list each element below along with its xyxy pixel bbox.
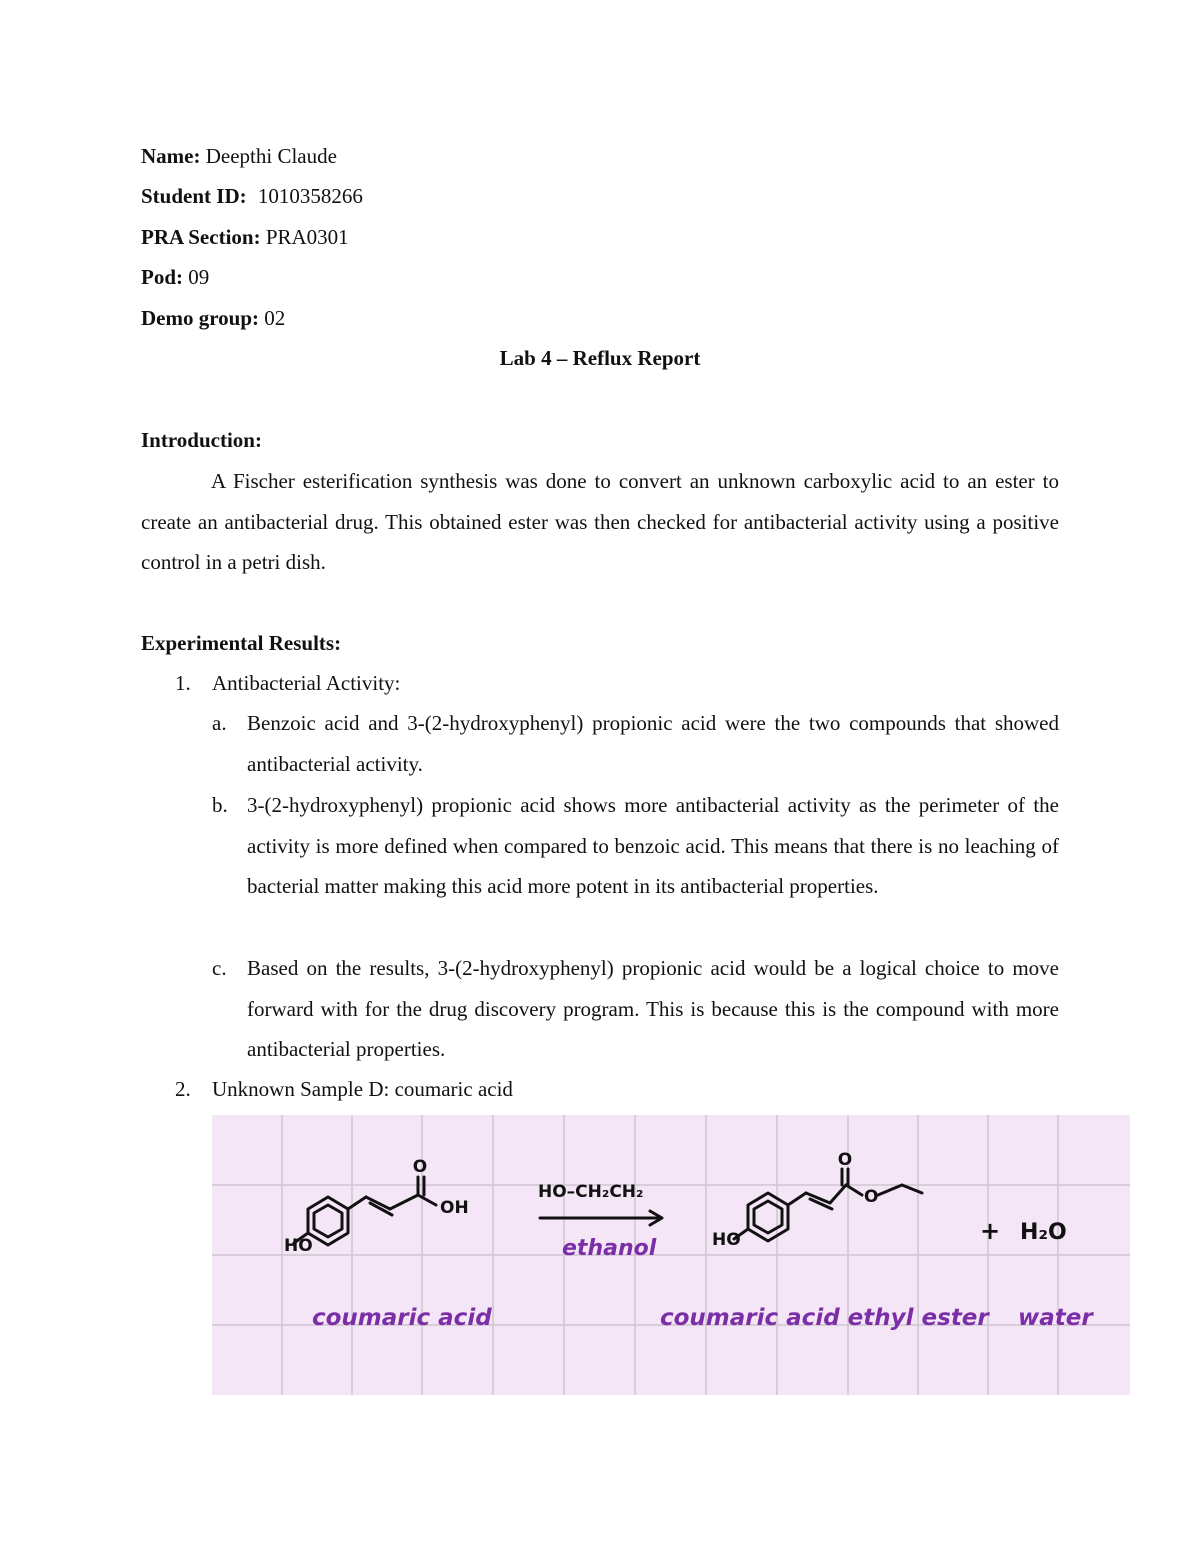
pra-section-label: PRA Section: (141, 225, 261, 249)
product-ester-o: O (864, 1187, 879, 1207)
pod-line (141, 263, 209, 291)
reagent-label: ethanol (562, 1236, 657, 1261)
reactant-ho-label: HO (284, 1236, 313, 1256)
product-ho-label: HO (712, 1230, 741, 1250)
name-line (141, 142, 337, 170)
list-item-number: 1. (175, 671, 191, 695)
sub-item-c-text: Based on the results, 3-(2-hydroxyphenyl) propionic acid would be a logical choice to move forward with for the drug discovery program. This is because this is the compound with more antibacterial properties. (247, 956, 1059, 1061)
introduction-paragraph (141, 461, 1059, 583)
plus-sign: + (980, 1217, 1001, 1245)
label-ethyl-ester: coumaric acid ethyl ester (660, 1305, 989, 1331)
pod-value: 09 (188, 265, 210, 289)
introduction-heading: Introduction: (141, 428, 262, 452)
pra-section-line (141, 223, 349, 251)
pod-label: Pod: (141, 265, 183, 289)
reactant-oh-label: OH (440, 1198, 469, 1218)
reagent-formula: HO–CH₂CH₂ (538, 1182, 644, 1202)
reactant-carbonyl-o: O (412, 1157, 428, 1177)
sub-item-letter: b. (212, 793, 228, 817)
pra-section-value: PRA0301 (265, 225, 349, 249)
sub-item-letter: c. (212, 956, 227, 980)
reaction-figure (212, 1115, 1130, 1395)
sub-item-a-text: Benzoic acid and 3-(2-hydroxyphenyl) propionic acid were the two compounds that showed antibacterial activity. (247, 711, 1059, 776)
demo-group-label: Demo group: (141, 306, 260, 330)
introduction-text: A Fischer esterification synthesis was done to convert an unknown carboxylic acid to an ester to create an antibacterial drug. This obtained ester was then checked for antibacterial activity using a positive control in a petri dish. (141, 469, 1059, 574)
list-item-number: 2. (175, 1077, 191, 1101)
label-water: water (1018, 1305, 1093, 1331)
student-id-line (141, 182, 363, 210)
name-label: Name: (141, 144, 201, 168)
list-item-antibacterial: Antibacterial Activity: (212, 671, 401, 695)
report-title: Lab 4 – Reflux Report (499, 346, 701, 370)
name-value: Deepthi Claude (205, 144, 337, 168)
student-id-value: 1010358266 (257, 184, 363, 208)
results-heading: Experimental Results: (141, 631, 342, 655)
list-item-unknown-sample: Unknown Sample D: coumaric acid (212, 1077, 513, 1101)
label-coumaric-acid: coumaric acid (312, 1305, 492, 1331)
product-carbonyl-o: O (837, 1150, 853, 1170)
student-id-label: Student ID: (141, 184, 247, 208)
demo-group-line (141, 304, 285, 332)
water-formula: H₂O (1020, 1220, 1067, 1245)
sub-item-letter: a. (212, 711, 227, 735)
sub-item-b-text: 3-(2-hydroxyphenyl) propionic acid shows more antibacterial activity as the perimeter of the activity is more defined when compared to benzoic acid. This means that there is no leaching of bacterial matter making this acid more potent in its antibacterial properties. (247, 793, 1059, 898)
demo-group-value: 02 (264, 306, 286, 330)
